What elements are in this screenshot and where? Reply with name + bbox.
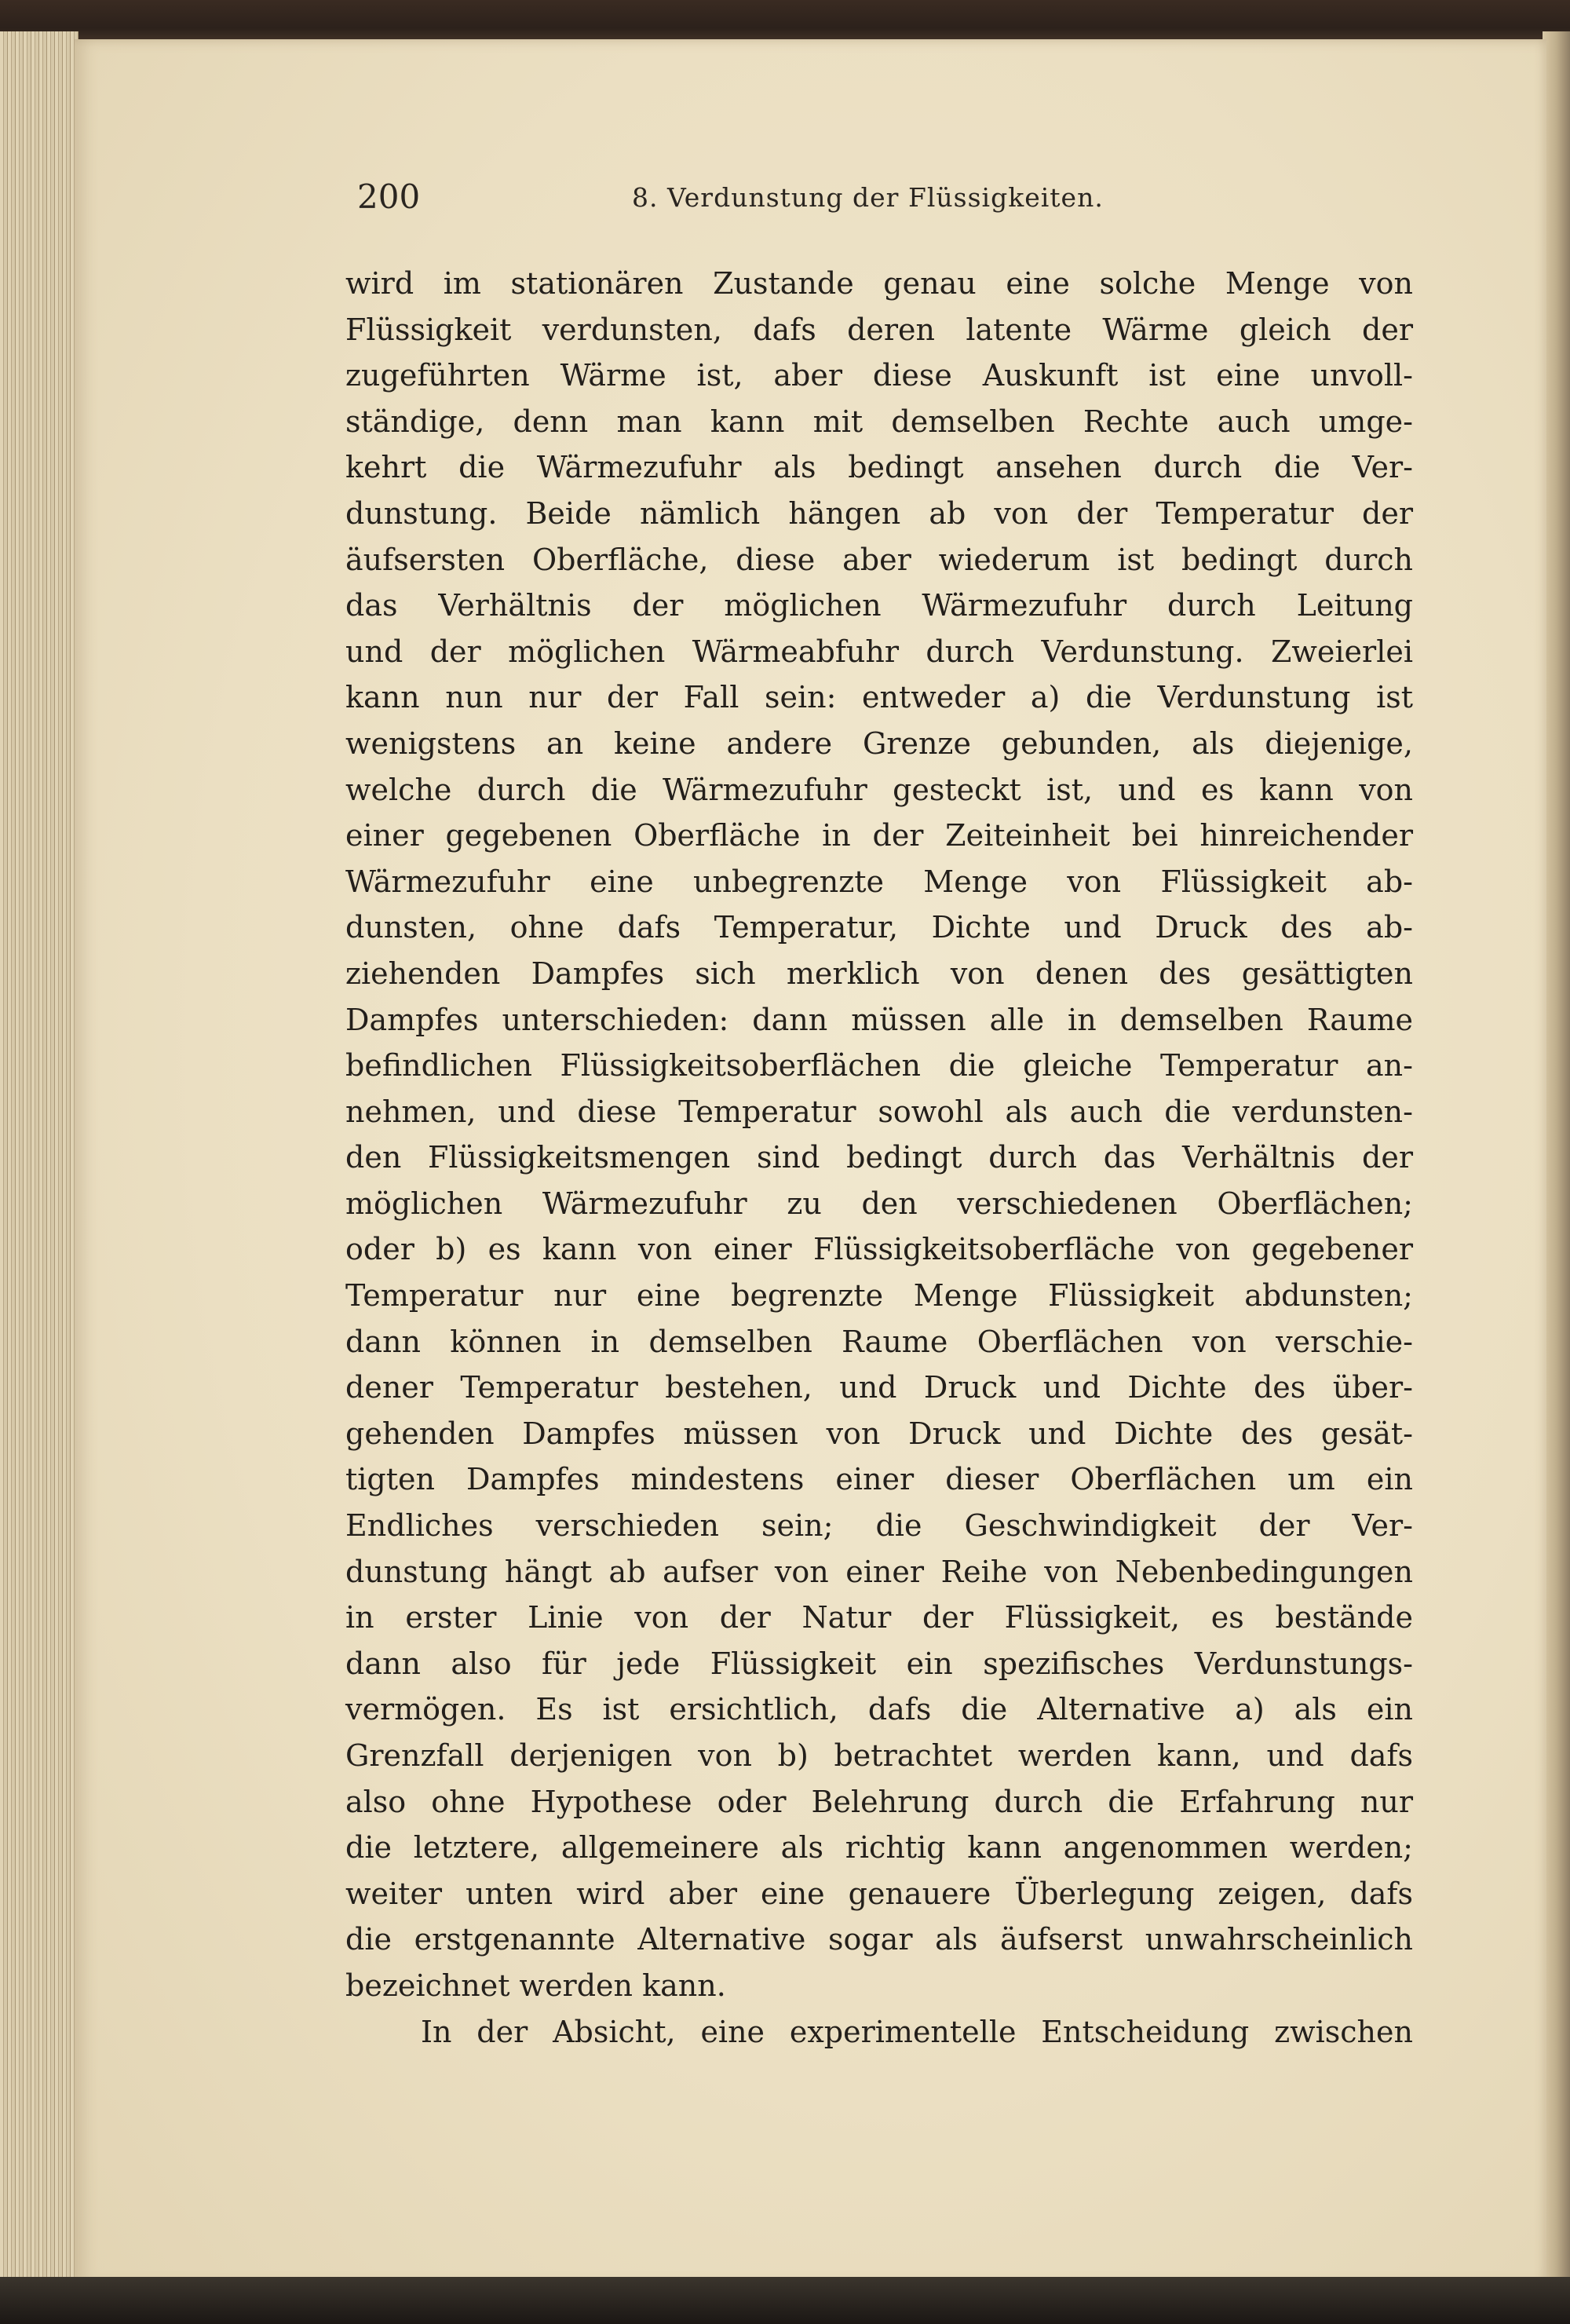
text-line: ständige, denn man kann mit demselben Rechte auch umge- [345,404,1413,439]
text-line: ziehenden Dampfes sich merklich von denen des gesättigten [345,956,1413,991]
text-line: nehmen, und diese Temperatur sowohl als auch die verdunsten- [345,1094,1413,1129]
text-line: Wärmezufuhr eine unbegrenzte Menge von Flüssigkeit ab- [345,864,1413,899]
text-line: kehrt die Wärmezufuhr als bedingt ansehen durch die Ver- [345,450,1413,485]
text-line: dann können in demselben Raume Oberflächen von verschie- [345,1324,1413,1359]
text-line: befindlichen Flüssigkeitsoberflächen die gleiche Temperatur an- [345,1048,1413,1083]
running-title: 8. Verdunstung der Flüssigkeiten. [632,182,1104,213]
text-line: Dampfes unterschieden: dann müssen alle in demselben Raume [345,1002,1413,1037]
text-line: einer gegebenen Oberfläche in der Zeiteinheit bei hinreichender [345,818,1413,853]
text-line: dener Temperatur bestehen, und Druck und Dichte des über- [345,1370,1413,1405]
text-line: und der möglichen Wärmeabfuhr durch Verdunstung. Zweierlei [345,634,1413,669]
text-line: dunsten, ohne dafs Temperatur, Dichte und Druck des ab- [345,910,1413,945]
text-line: also ohne Hypothese oder Belehrung durch die Erfahrung nur [345,1784,1413,1819]
text-line: dunstung. Beide nämlich hängen ab von der Temperatur der [345,495,1413,531]
text-line: vermögen. Es ist ersichtlich, dafs die Alternative a) als ein [345,1692,1413,1727]
text-line: dann also für jede Flüssigkeit ein spezifisches Verdunstungs- [345,1646,1413,1681]
text-line: bezeichnet werden kann. [345,1968,726,2003]
text-line: kann nun nur der Fall sein: entweder a) die Verdunstung ist [345,680,1413,715]
page-number: 200 [357,177,421,216]
text-line: den Flüssigkeitsmengen sind bedingt durch das Verhältnis der [345,1140,1413,1175]
text-line: weiter unten wird aber eine genauere Überlegung zeigen, dafs [345,1876,1413,1911]
text-line: Grenzfall derjenigen von b) betrachtet werden kann, und dafs [345,1738,1413,1773]
page-edges-left [0,31,78,2293]
text-line: äufsersten Oberfläche, diese aber wiederum ist bedingt durch [345,542,1413,577]
text-line: wird im stationären Zustande genau eine solche Menge von [345,266,1413,301]
text-line: dunstung hängt ab aufser von einer Reihe von Nebenbedingungen [345,1554,1413,1589]
text-line: in erster Linie von der Natur der Flüssigkeit, es bestände [345,1600,1413,1635]
book-spine-right [1543,31,1570,2293]
text-line: tigten Dampfes mindestens einer dieser Oberflächen um ein [345,1462,1413,1497]
book-cover-bottom [0,2277,1570,2324]
text-line: Flüssigkeit verdunsten, dafs deren latente Wärme gleich der [345,312,1413,347]
text-line: das Verhältnis der möglichen Wärmezufuhr durch Leitung [345,588,1413,623]
text-line: die letztere, allgemeinere als richtig kann angenommen werden; [345,1830,1413,1865]
text-line: möglichen Wärmezufuhr zu den verschiedenen Oberflächen; [345,1186,1413,1221]
text-line: gehenden Dampfes müssen von Druck und Dichte des gesät- [345,1416,1413,1451]
text-line: wenigstens an keine andere Grenze gebunden, als diejenige, [345,725,1413,761]
text-line: In der Absicht, eine experimentelle Entscheidung zwischen [421,2014,1413,2049]
text-line: Temperatur nur eine begrenzte Menge Flüssigkeit abdunsten; [345,1278,1413,1314]
text-line: zugeführten Wärme ist, aber diese Auskunft ist eine unvoll- [345,358,1413,393]
text-line: welche durch die Wärmezufuhr gesteckt ist, und es kann von [345,772,1413,807]
text-line: die erstgenannte Alternative sogar als äufserst unwahrscheinlich [345,1922,1413,1957]
text-line: oder b) es kann von einer Flüssigkeitsoberfläche von gegebener [345,1232,1413,1267]
body-text [345,261,1413,2055]
running-header [357,177,1409,225]
text-line: Endliches verschieden sein; die Geschwindigkeit der Ver- [345,1508,1413,1544]
